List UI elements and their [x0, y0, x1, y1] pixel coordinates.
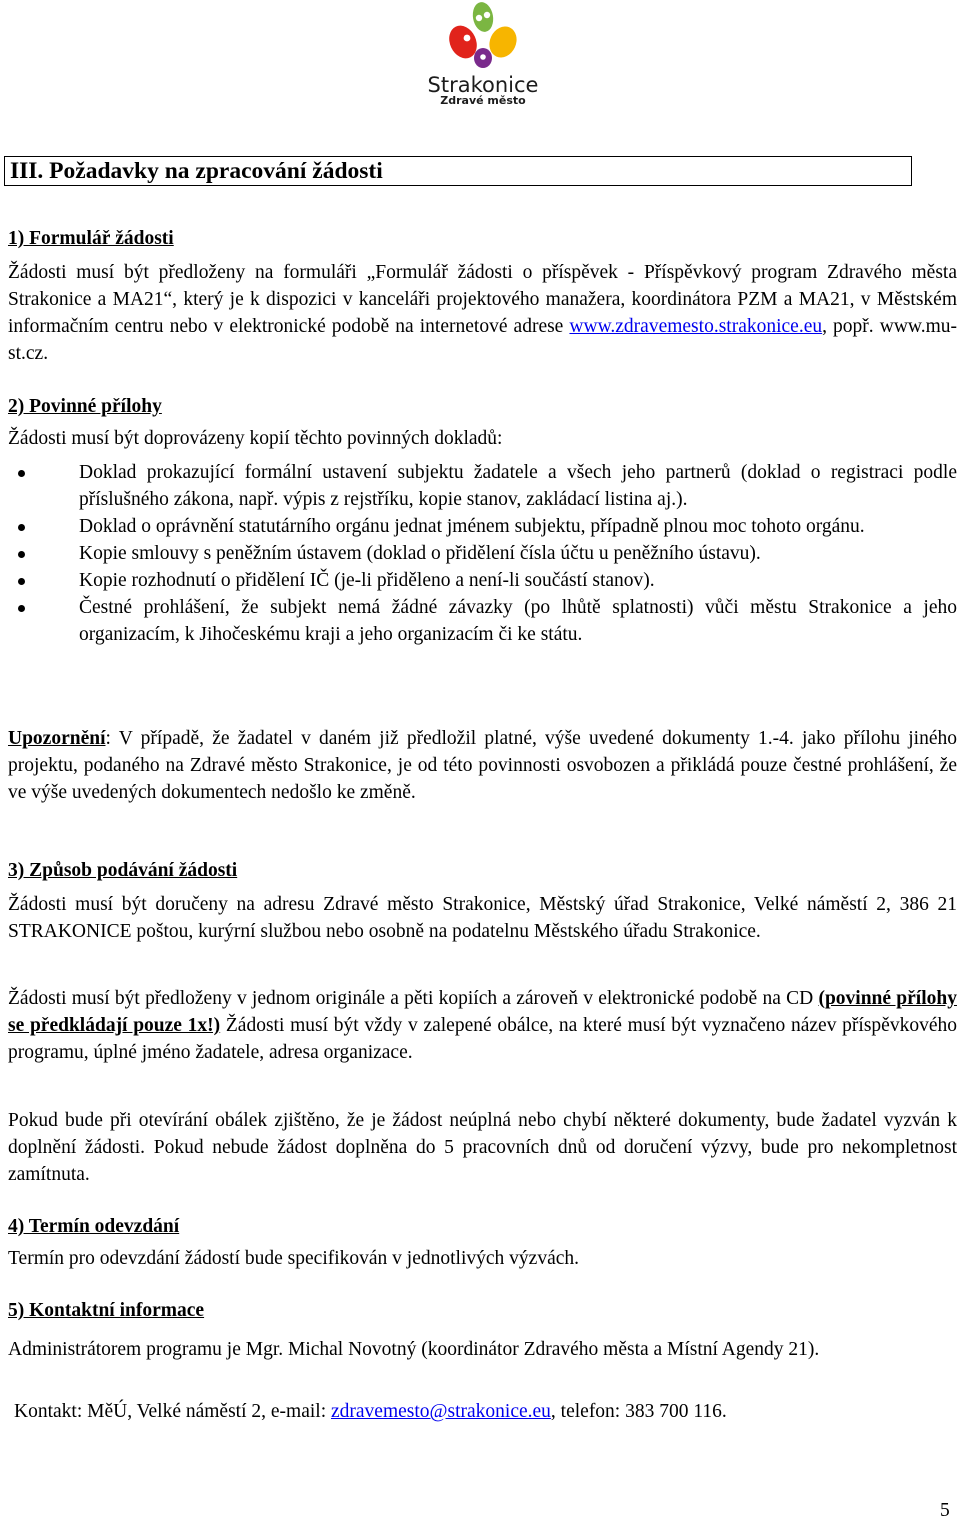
list-item [0, 567, 957, 594]
notice-text: : V případě, že žadatel v daném již předložil platné, výše uvedené dokumenty 1.-4. jako přílohu jiného projektu, podaného na Zdravé město Strakonice, je od této povinnosti osvobozen a přikládá pouze čestné prohlášení, že ve výše uvedených dokumentech nedošlo ke změně. [8, 728, 957, 803]
zpusob-paragraph-3: Pokud bude při otevírání obálek zjištěno, že je žádost neúplná nebo chybí některé dokumenty, bude žadatel vyzván k doplnění žádosti. Pokud nebude žádost doplněna do 5 pracovních dnů od doručení výzvy, bude pro nekompletnost zamítnuta. [8, 1110, 957, 1185]
formular-text: Žádosti musí být předloženy na formuláři „Formulář žádosti o příspěvek - Příspěvkový program Zdravého města Strakonice a MA21“, který je k dispozici v kanceláři projektového manažera, koordinátora PZM a MA21, v Městském informačním centru nebo v elektronické podobě na internetové adrese [8, 262, 957, 337]
zpusob-text-2-end: Žádosti musí být vždy v zalepené obálce, na které musí být vyznačeno název příspěvkového programu, úplné jméno žadatele, adresa organizace. [8, 1015, 957, 1063]
kontakt-phone: , telefon: 383 700 116. [550, 1401, 727, 1422]
heading-zpusob: 3) Způsob podávání žádosti [8, 860, 238, 881]
bullet-icon [18, 605, 25, 612]
list-item [0, 513, 957, 540]
zpusob-text-2: Žádosti musí být předloženy v jednom originále a pěti kopiích a zároveň v elektronické podobě na CD [8, 988, 819, 1009]
termin-text: Termín pro odevzdání žádostí bude specifikován v jednotlivých výzvách. [8, 1248, 580, 1269]
list-item-text: Čestné prohlášení, že subjekt nemá žádné závazky (po lhůtě splatnosti) vůči městu Strakonice a jeho organizacím, k Jihočeskému kraji a jeho organizacím či ke státu. [79, 597, 957, 645]
zpusob-paragraph-2 [8, 985, 957, 1066]
website-link[interactable]: www.zdravemesto.strakonice.eu [569, 316, 823, 337]
list-item [0, 594, 957, 648]
kontakt-address: Kontakt: MěÚ, Velké náměstí 2, e-mail: [14, 1401, 331, 1422]
notice-paragraph [8, 725, 957, 806]
strakonice-logo [418, 0, 548, 110]
page-number: 5 [940, 1500, 950, 1521]
zpusob-bold-note: (povinné přílohy se předkládají pouze 1x!) [8, 988, 957, 1036]
heading-formular: 1) Formulář žádosti [8, 228, 174, 249]
prilohy-intro: Žádosti musí být doprovázeny kopií těchto povinných dokladů: [8, 428, 503, 449]
heading-prilohy: 2) Povinné přílohy [8, 396, 162, 417]
section-title: III. Požadavky na zpracování žádosti [10, 158, 383, 184]
formular-paragraph [8, 259, 957, 367]
zpusob-paragraph-1: Žádosti musí být doručeny na adresu Zdravé město Strakonice, Městský úřad Strakonice, Velké náměstí 2, 386 21 STRAKONICE poštou, kurýrní službou nebo osobně na podatelnu Městského úřadu Strakonice. [8, 894, 957, 942]
list-item-text: Doklad o oprávnění statutárního orgánu jednat jménem subjektu, případně plnou moc tohoto orgánu. [79, 516, 865, 537]
list-item [0, 540, 957, 567]
list-item [0, 459, 957, 513]
logo-subtitle: Zdravé město [440, 94, 526, 107]
list-item-text: Doklad prokazující formální ustavení subjektu žadatele a všech jeho partnerů (doklad o registraci podle příslušného zákona, např. výpis z rejstříku, kopie stanov, zakládací listina aj.). [79, 462, 957, 510]
formular-text-end: , popř. www.mu-st.cz. [8, 316, 958, 364]
prilohy-list [0, 459, 957, 648]
list-item-text: Kopie rozhodnutí o přidělení IČ (je-li přiděleno a není-li součástí stanov). [79, 570, 655, 591]
logo-flower-icon [446, 0, 520, 72]
kontakt-line [14, 1398, 957, 1425]
email-link[interactable]: zdravemesto@strakonice.eu [331, 1401, 551, 1422]
section-title-box [4, 156, 912, 186]
bullet-icon [18, 524, 25, 531]
bullet-icon [18, 578, 25, 585]
logo-name: Strakonice [427, 73, 539, 97]
heading-termin: 4) Termín odevzdání [8, 1216, 180, 1237]
kontakt-text: Administrátorem programu je Mgr. Michal Novotný (koordinátor Zdravého města a Místní Agendy 21). [8, 1339, 820, 1360]
list-item-text: Kopie smlouvy s peněžním ústavem (doklad o přidělení čísla účtu u peněžního ústavu). [79, 543, 761, 564]
bullet-icon [18, 551, 25, 558]
bullet-icon [18, 470, 25, 477]
notice-label: Upozornění [8, 728, 106, 749]
heading-kontakt: 5) Kontaktní informace [8, 1300, 205, 1321]
